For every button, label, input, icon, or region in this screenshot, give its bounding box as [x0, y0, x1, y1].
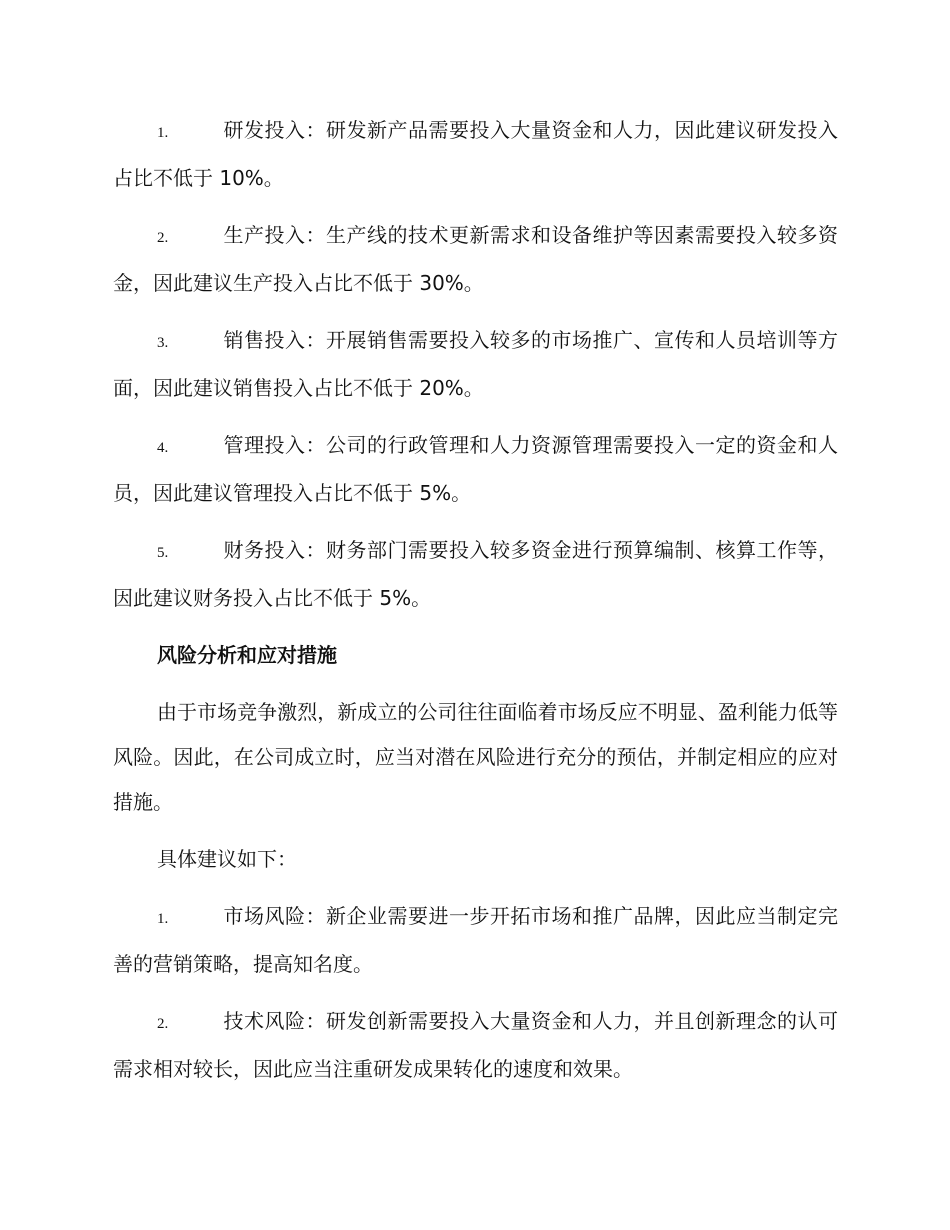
item-text: 市场风险：新企业需要进一步开拓市场和推广品牌，因此应当制定完善的营销策略，提高知名度。 — [113, 904, 838, 976]
item-number: 2. — [157, 1016, 169, 1032]
investment-item-1 — [113, 108, 838, 201]
investment-item-4 — [113, 423, 838, 516]
risk-item-1 — [113, 894, 838, 987]
item-number: 3. — [157, 335, 169, 351]
item-number: 5. — [157, 545, 169, 561]
investment-item-3 — [113, 318, 838, 411]
item-number: 2. — [157, 230, 169, 246]
risk-intro-paragraph: 由于市场竞争激烈，新成立的公司往往面临着市场反应不明显、盈利能力低等风险。因此，在公司成立时，应当对潜在风险进行充分的预估，并制定相应的应对措施。 — [113, 700, 838, 814]
investment-item-5 — [113, 528, 838, 621]
item-text: 研发投入：研发新产品需要投入大量资金和人力，因此建议研发投入占比不低于 10%。 — [113, 118, 838, 190]
investment-item-2 — [113, 213, 838, 306]
document-page — [113, 108, 838, 1104]
suggestion-lead: 具体建议如下： — [157, 847, 297, 871]
item-number: 4. — [157, 440, 169, 456]
item-number: 1. — [157, 911, 169, 927]
item-text: 管理投入：公司的行政管理和人力资源管理需要投入一定的资金和人员，因此建议管理投入占比不低于 5%。 — [113, 433, 838, 505]
item-text: 财务投入：财务部门需要投入较多资金进行预算编制、核算工作等，因此建议财务投入占比不低于 5%。 — [113, 538, 838, 610]
item-text: 销售投入：开展销售需要投入较多的市场推广、宣传和人员培训等方面，因此建议销售投入占比不低于 20%。 — [113, 328, 838, 400]
item-text: 技术风险：研发创新需要投入大量资金和人力，并且创新理念的认可需求相对较长，因此应当注重研发成果转化的速度和效果。 — [113, 1009, 838, 1081]
item-number: 1. — [157, 125, 169, 141]
section-heading: 风险分析和应对措施 — [157, 643, 337, 667]
item-text: 生产投入：生产线的技术更新需求和设备维护等因素需要投入较多资金，因此建议生产投入占比不低于 30%。 — [113, 223, 838, 295]
risk-item-2 — [113, 999, 838, 1092]
